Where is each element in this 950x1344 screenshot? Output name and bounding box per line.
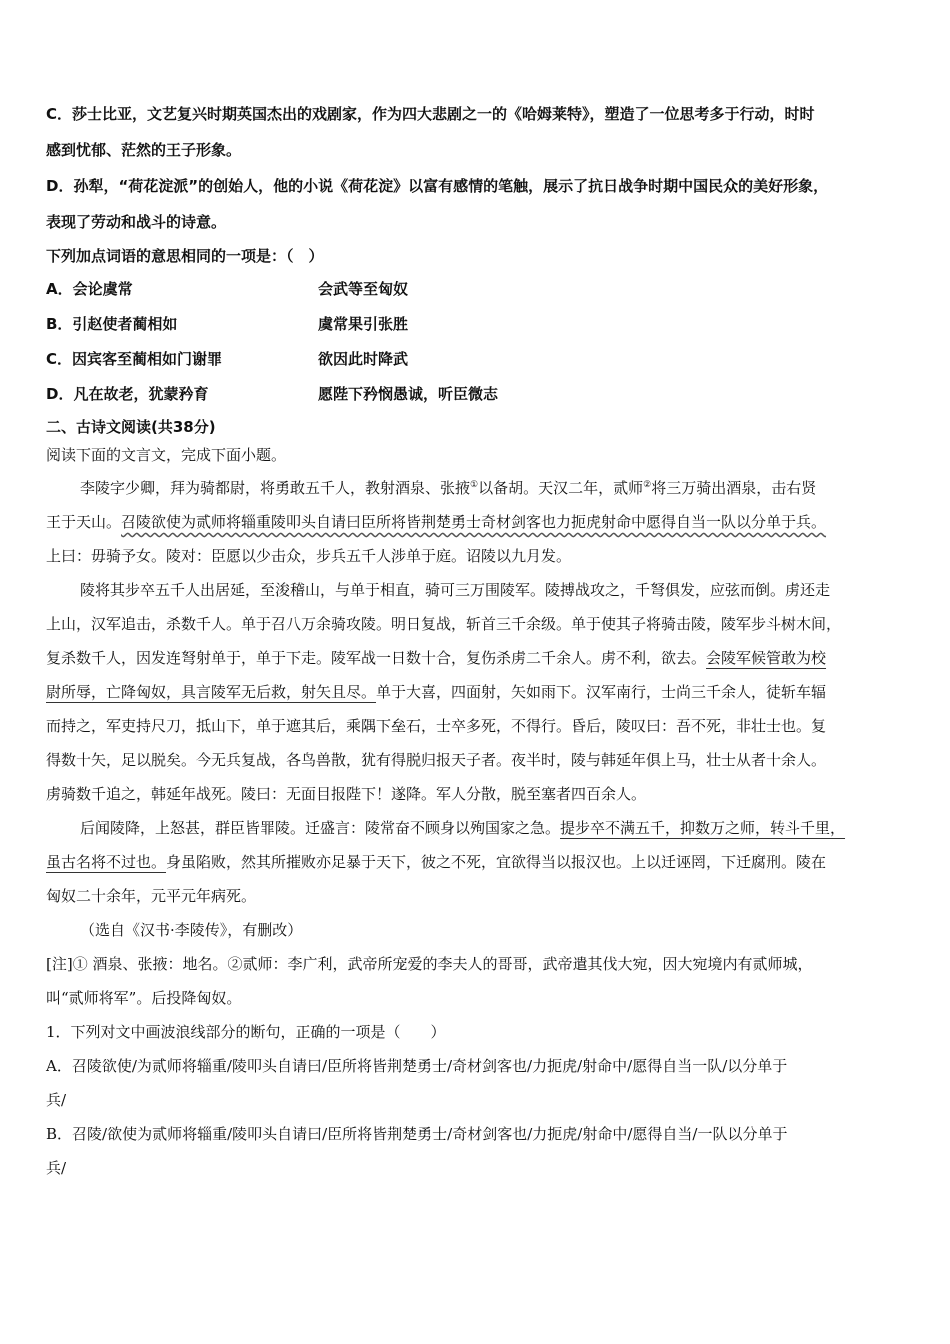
passage-p1-line3: 上曰：毋骑予女。陵对：臣愿以少击众，步兵五千人涉单于庭。诏陵以九月发。 xyxy=(46,547,572,565)
question1-option-a-line2: 兵/ xyxy=(46,1091,67,1109)
word-option-c-left: C．因宾客至蔺相如门谢罪 xyxy=(46,350,223,368)
underlined-sentence-2a: 提步卒不满五千，抑数万之师，转斗千里， xyxy=(560,819,846,837)
passage-p2-line2: 上山，汉军追击，杀数千人。单于召八万余骑攻陵。明日复战，斩首三千余级。单于使其子将骑击陵，陵军步斗树木间， xyxy=(46,615,842,633)
prev-option-d-line1: D．孙犁，“荷花淀派”的创始人，他的小说《荷花淀》以富有感情的笔触，展示了抗日战争时期中国民众的美好形象， xyxy=(46,177,829,195)
passage-p2-line4: 尉所辱，亡降匈奴，具言陵军无后救，射矢且尽。单于大喜，四面射，矢如雨下。汉军南行，士尚三千余人，徒斩车辐 xyxy=(46,683,827,701)
footnote-ref-1: ① xyxy=(470,480,479,490)
passage-p2-line5: 而持之，军吏持尺刀，抵山下，单于遮其后，乘隅下垒石，士卒多死，不得行。昏后，陵叹曰：吾不死，非壮士也。复 xyxy=(46,717,827,735)
passage-p1-line2: 王于天山。召陵欲使为贰师将辎重陵叩头自请曰臣所将皆荆楚勇士奇材剑客也力扼虎射命中愿得自当一队以分单于兵。 xyxy=(46,513,827,531)
underlined-sentence-1a: 会陵军候管敢为校 xyxy=(706,649,827,667)
word-option-d-left: D．凡在故老，犹蒙矜育 xyxy=(46,385,209,403)
prev-option-d-line2: 表现了劳动和战斗的诗意。 xyxy=(46,213,227,231)
word-option-d-right: 愿陛下矜悯愚诚，听臣微志 xyxy=(318,385,499,403)
section-instruction: 阅读下面的文言文，完成下面小题。 xyxy=(46,446,287,464)
document-page xyxy=(46,96,908,1185)
question1-option-b-line2: 兵/ xyxy=(46,1159,67,1177)
passage-p2-line6: 得数十矢，足以脱矣。今无兵复战，各鸟兽散，犹有得脱归报天子者。夜半时，陵与韩延年俱上马，壮士从者十余人。 xyxy=(46,751,827,769)
underlined-sentence-2b: 虽古名将不过也。 xyxy=(46,853,167,871)
passage-p2-line3: 复杀数千人，因发连弩射单于，单于下走。陵军战一日数十合，复伤杀虏二千余人。虏不利，欲去。会陵军候管敢为校 xyxy=(46,649,827,667)
passage-p3-line1: 后闻陵降，上怒甚，群臣皆罪陵。迁盛言：陵常奋不顾身以殉国家之急。提步卒不满五千，抑数万之师，转斗千里， xyxy=(80,819,846,837)
word-option-b-right: 虞常果引张胜 xyxy=(318,315,409,333)
passage-p3-line3: 匈奴二十余年，元平元年病死。 xyxy=(46,887,257,905)
word-option-c xyxy=(46,342,908,377)
passage-p3-line2: 虽古名将不过也。身虽陷败，然其所摧败亦足暴于天下，彼之不死，宜欲得当以报汉也。上以迁诬罔，下迁腐刑。陵在 xyxy=(46,853,827,871)
notes-line2: 叫“贰师将军”。后投降匈奴。 xyxy=(46,989,242,1007)
passage xyxy=(46,468,908,1185)
underlined-sentence-1b: 尉所辱，亡降匈奴，具言陵军无后救，射矢且尽。 xyxy=(46,683,377,701)
word-question-stem: 下列加点词语的意思相同的一项是：（ ） xyxy=(46,247,324,265)
question1-option-b-line1: B．召陵/欲使为贰师将辎重/陵叩头自请曰/臣所将皆荆楚勇士/奇材剑客也/力扼虎/射命中/愿得自当/一队以分单于 xyxy=(46,1125,788,1143)
notes-line1: [注]① 酒泉、张掖：地名。②贰师：李广利，武帝所宠爱的李夫人的哥哥，武帝遣其伐大宛，因大宛境内有贰师城， xyxy=(46,955,813,973)
prev-option-c-line1: C．莎士比亚，文艺复兴时期英国杰出的戏剧家，作为四大悲剧之一的《哈姆莱特》，塑造了一位思考多于行动，时时 xyxy=(46,105,815,123)
passage-p2-line1: 陵将其步卒五千人出居延，至浚稽山，与单于相直，骑可三万围陵军。陵搏战攻之，千弩俱发，应弦而倒。虏还走 xyxy=(80,581,831,599)
word-option-a-right: 会武等至匈奴 xyxy=(318,280,409,298)
wavy-underlined-sentence: 召陵欲使为贰师将辎重陵叩头自请曰臣所将皆荆楚勇士奇材剑客也力扼虎射命中愿得自当一队以分单于兵。 xyxy=(121,513,827,531)
word-option-b-left: B．引赵使者蔺相如 xyxy=(46,315,178,333)
word-option-d xyxy=(46,377,908,412)
question1-stem: 1．下列对文中画波浪线部分的断句，正确的一项是（ ） xyxy=(46,1023,446,1041)
section-heading: 二、古诗文阅读(共38分) xyxy=(46,418,216,436)
passage-p1-line1: 李陵字少卿，拜为骑都尉，将勇敢五千人，教射酒泉、张掖①以备胡。天汉二年，贰师②将三万骑出酒泉，击右贤 xyxy=(80,479,817,497)
footnote-ref-2: ② xyxy=(643,480,652,490)
passage-p2-line7: 虏骑数千追之，韩延年战死。陵曰：无面目报陛下！遂降。军人分散，脱至塞者四百余人。 xyxy=(46,785,647,803)
prev-option-c-line2: 感到忧郁、茫然的王子形象。 xyxy=(46,141,242,159)
word-option-a-left: A．会论虞常 xyxy=(46,280,133,298)
question1-option-a-line1: A．召陵欲使/为贰师将辎重/陵叩头自请曰/臣所将皆荆楚勇士/奇材剑客也/力扼虎/射命中/愿得自当一队/以分单于 xyxy=(46,1057,788,1075)
word-option-b xyxy=(46,307,908,342)
word-option-a xyxy=(46,272,908,307)
passage-source: （选自《汉书·李陵传》，有删改） xyxy=(80,921,303,939)
word-option-c-right: 欲因此时降武 xyxy=(318,350,409,368)
